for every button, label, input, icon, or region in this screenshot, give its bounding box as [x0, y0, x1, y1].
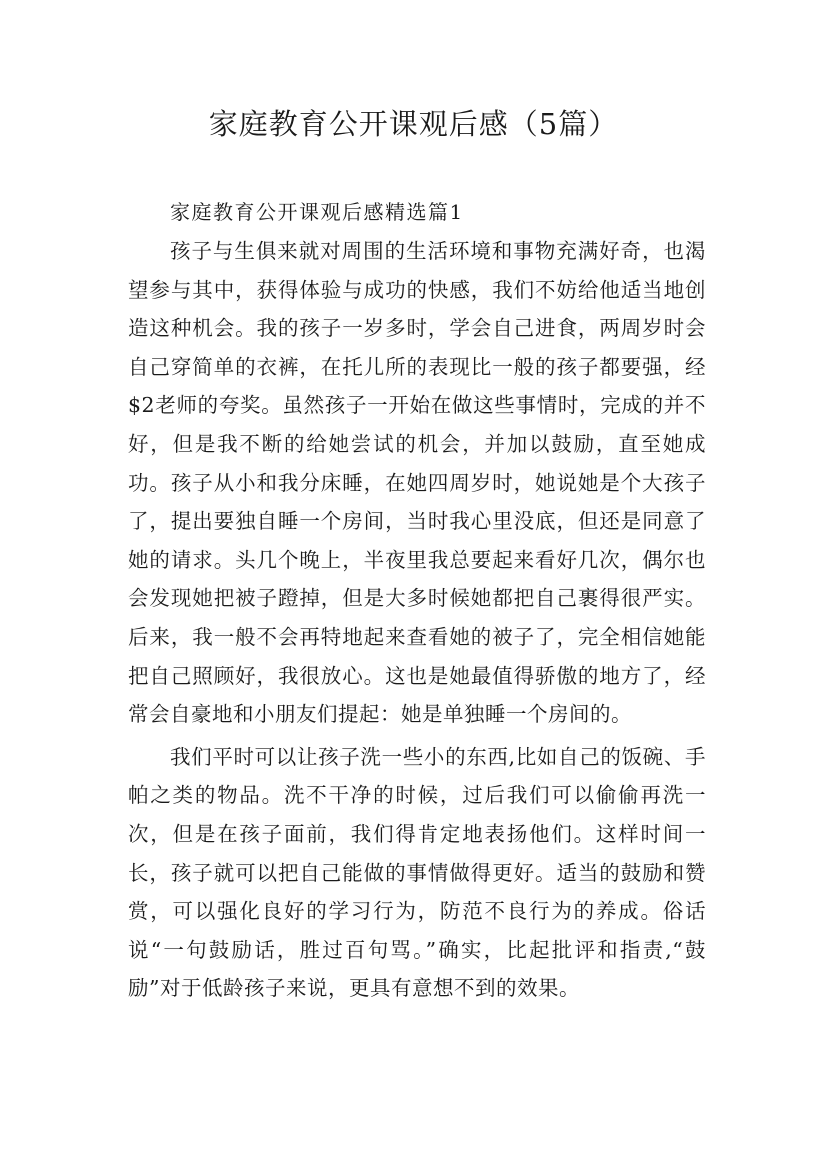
- document-body: [128, 192, 706, 1008]
- body-paragraph-2: 我们平时可以让孩子洗一些小的东西,比如自己的饭碗、手帕之类的物品。洗不干净的时候，过后我们可以偷偷再洗一次，但是在孩子面前，我们得肯定地表扬他们。这样时间一长，孩子就可以把自己能做的事情做得更好。适当的鼓励和赞赏，可以强化良好的学习行为，防范不良行为的养成。俗话说“一句鼓励话，胜过百句骂。”确实，比起批评和指责,“鼓励”对于低龄孩子来说，更具有意想不到的效果。: [128, 744, 706, 1001]
- body-paragraph-1: 孩子与生俱来就对周围的生活环境和事物充满好奇，也渴望参与其中，获得体验与成功的快感，我们不妨给他适当地创造这种机会。我的孩子一岁多时，学会自己进食，两周岁时会自己穿简单的衣裤，在托儿所的表现比一般的孩子都要强，经$2老师的夸奖。虽然孩子一开始在做这些事情时，完成的并不好，但是我不断的给她尝试的机会，并加以鼓励，直至她成功。孩子从小和我分床睡，在她四周岁时，她说她是个大孩子了，提出要独自睡一个房间，当时我心里没底，但还是同意了她的请求。头几个晚上，半夜里我总要起来看好几次，偶尔也会发现她把被子蹬掉，但是大多时候她都把自己裹得很严实。后来，我一般不会再特地起来查看她的被子了，完全相信她能把自己照顾好，我很放心。这也是她最值得骄傲的地方了，经常会自豪地和小朋友们提起：她是单独睡一个房间的。: [128, 239, 706, 727]
- section-heading: 家庭教育公开课观后感精选篇1: [170, 200, 464, 224]
- document-title: 家庭教育公开课观后感（5篇）: [208, 107, 619, 141]
